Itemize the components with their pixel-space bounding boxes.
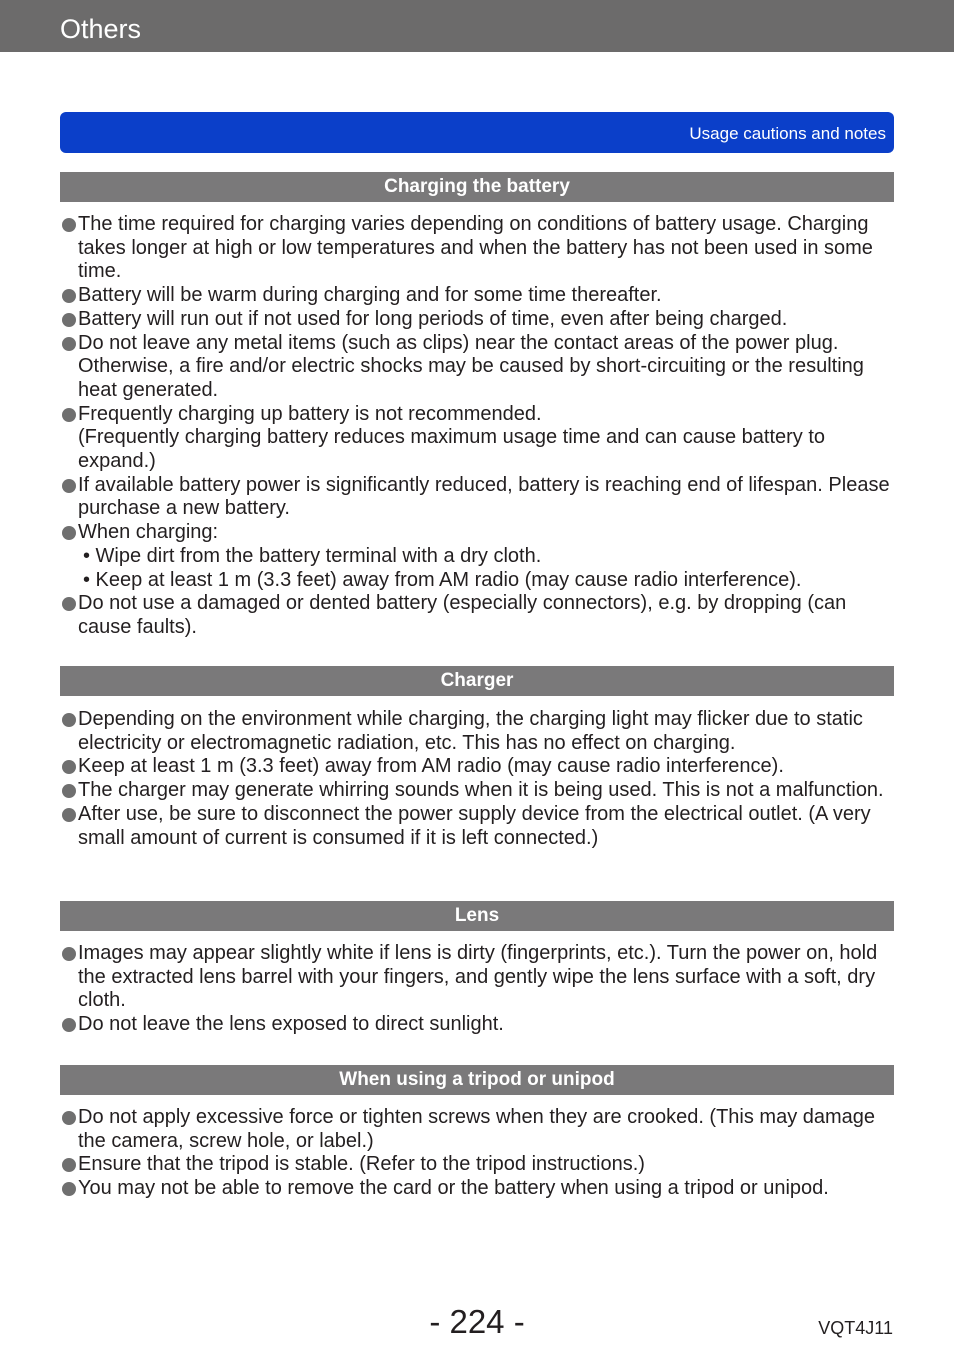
list-item: Do not use a damaged or dented battery (especially connectors), e.g. by dropping (can cause faults). — [60, 592, 894, 639]
list-item: Battery will run out if not used for long periods of time, even after being charged. — [60, 308, 894, 332]
section-body-charger — [60, 708, 894, 850]
list-item: Images may appear slightly white if lens is dirty (fingerprints, etc.). Turn the power on, hold the extracted lens barrel with your fingers, and gently wipe the lens surface with a soft, dry cloth. — [60, 942, 894, 1013]
bullet-dot-icon — [62, 1018, 76, 1032]
page-category-title: Others — [60, 14, 142, 44]
bullet-dot-icon — [62, 713, 76, 727]
section-heading-tripod: When using a tripod or unipod — [60, 1065, 894, 1095]
section-banner — [60, 112, 894, 153]
sub-list-item: • Wipe dirt from the battery terminal with a dry cloth. — [83, 544, 542, 567]
sub-list-item: • Keep at least 1 m (3.3 feet) away from AM radio (may cause radio interference). — [83, 568, 802, 591]
list-item: Keep at least 1 m (3.3 feet) away from AM radio (may cause radio interference). — [60, 755, 894, 779]
document-code: VQT4J11 — [818, 1318, 893, 1338]
list-item: Do not leave any metal items (such as clips) near the contact areas of the power plug. Otherwise, a fire and/or electric shocks may be caused by short-circuiting or the resulting heat generated. — [60, 332, 894, 403]
bullet-dot-icon — [62, 1182, 76, 1196]
bullet-dot-icon — [62, 289, 76, 303]
list-item: After use, be sure to disconnect the power supply device from the electrical outlet. (A very small amount of current is consumed if it is left connected.) — [60, 803, 894, 850]
bullet-dot-icon — [62, 479, 76, 493]
list-item: You may not be able to remove the card or the battery when using a tripod or unipod. — [60, 1177, 894, 1201]
bullet-dot-icon — [62, 947, 76, 961]
bullet-dot-icon — [62, 784, 76, 798]
banner-label: Usage cautions and notes — [689, 124, 886, 143]
bullet-dot-icon — [62, 408, 76, 422]
list-item: If available battery power is significantly reduced, battery is reaching end of lifespan. Please purchase a new battery. — [60, 474, 894, 521]
list-item: Battery will be warm during charging and for some time thereafter. — [60, 284, 894, 308]
list-item: Do not leave the lens exposed to direct sunlight. — [60, 1013, 894, 1037]
bullet-dot-icon — [62, 1158, 76, 1172]
page-number: - 224 - — [429, 1303, 525, 1340]
bullet-dot-icon — [62, 526, 76, 540]
section-heading-charger: Charger — [60, 666, 894, 696]
list-item: Do not apply excessive force or tighten screws when they are crooked. (This may damage the camera, screw hole, or label.) — [60, 1106, 894, 1153]
section-body-lens — [60, 942, 894, 1037]
bullet-dot-icon — [62, 597, 76, 611]
bullet-dot-icon — [62, 337, 76, 351]
header-bar — [0, 0, 954, 52]
list-item: The time required for charging varies depending on conditions of battery usage. Charging takes longer at high or low temperatures and when the battery has not been used in some time. — [60, 213, 894, 284]
list-item: Frequently charging up battery is not recommended. (Frequently charging battery reduces maximum usage time and can cause battery to expand.) — [60, 403, 894, 474]
section-heading-lens: Lens — [60, 901, 894, 931]
section-heading-charging-battery: Charging the battery — [60, 172, 894, 202]
list-item: Ensure that the tripod is stable. (Refer to the tripod instructions.) — [60, 1153, 894, 1177]
bullet-dot-icon — [62, 808, 76, 822]
section-body-tripod — [60, 1106, 894, 1201]
list-item: Depending on the environment while charging, the charging light may flicker due to static electricity or electromagnetic radiation, etc. This has no effect on charging. — [60, 708, 894, 755]
bullet-dot-icon — [62, 760, 76, 774]
bullet-dot-icon — [62, 313, 76, 327]
bullet-dot-icon — [62, 218, 76, 232]
bullet-dot-icon — [62, 1111, 76, 1125]
section-body-charging-battery — [60, 213, 894, 640]
list-item: The charger may generate whirring sounds when it is being used. This is not a malfunction. — [60, 779, 894, 803]
list-item: When charging: — [60, 521, 894, 545]
